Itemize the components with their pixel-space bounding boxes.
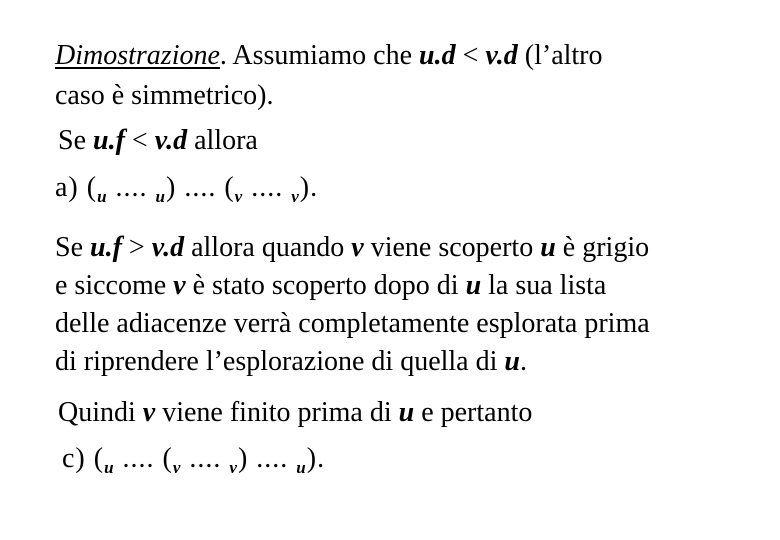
conclusion-line: Quindi v viene finito prima di u e pertanto (58, 397, 533, 428)
case-b-line-1: Se u.f > v.d allora quando v viene scoperto u è grigio (55, 232, 650, 263)
proof-title: Dimostrazione (55, 40, 220, 71)
proof-line-2: caso è simmetrico). (55, 80, 274, 111)
case-b-line-3: delle adiacenze verrà completamente esplorata prima (55, 308, 650, 339)
case-b-line-2: e siccome v è stato scoperto dopo di u la sua lista (55, 270, 607, 301)
case-b-line-4: di riprendere l’esplorazione di quella di u. (55, 346, 527, 377)
conclusion-intervals: c) ($_u$ .... ($_v$ .... $_v$) .... $_u$). (62, 443, 326, 477)
case-a-intervals: a) ($_u$ .... $_u$) .... ($_v$ .... $_v$). (55, 172, 319, 206)
case-a-condition: Se u.f < v.d allora (58, 125, 258, 156)
proof-line-1: Dimostrazione. Assumiamo che u.d < v.d (l’altro (55, 40, 603, 71)
